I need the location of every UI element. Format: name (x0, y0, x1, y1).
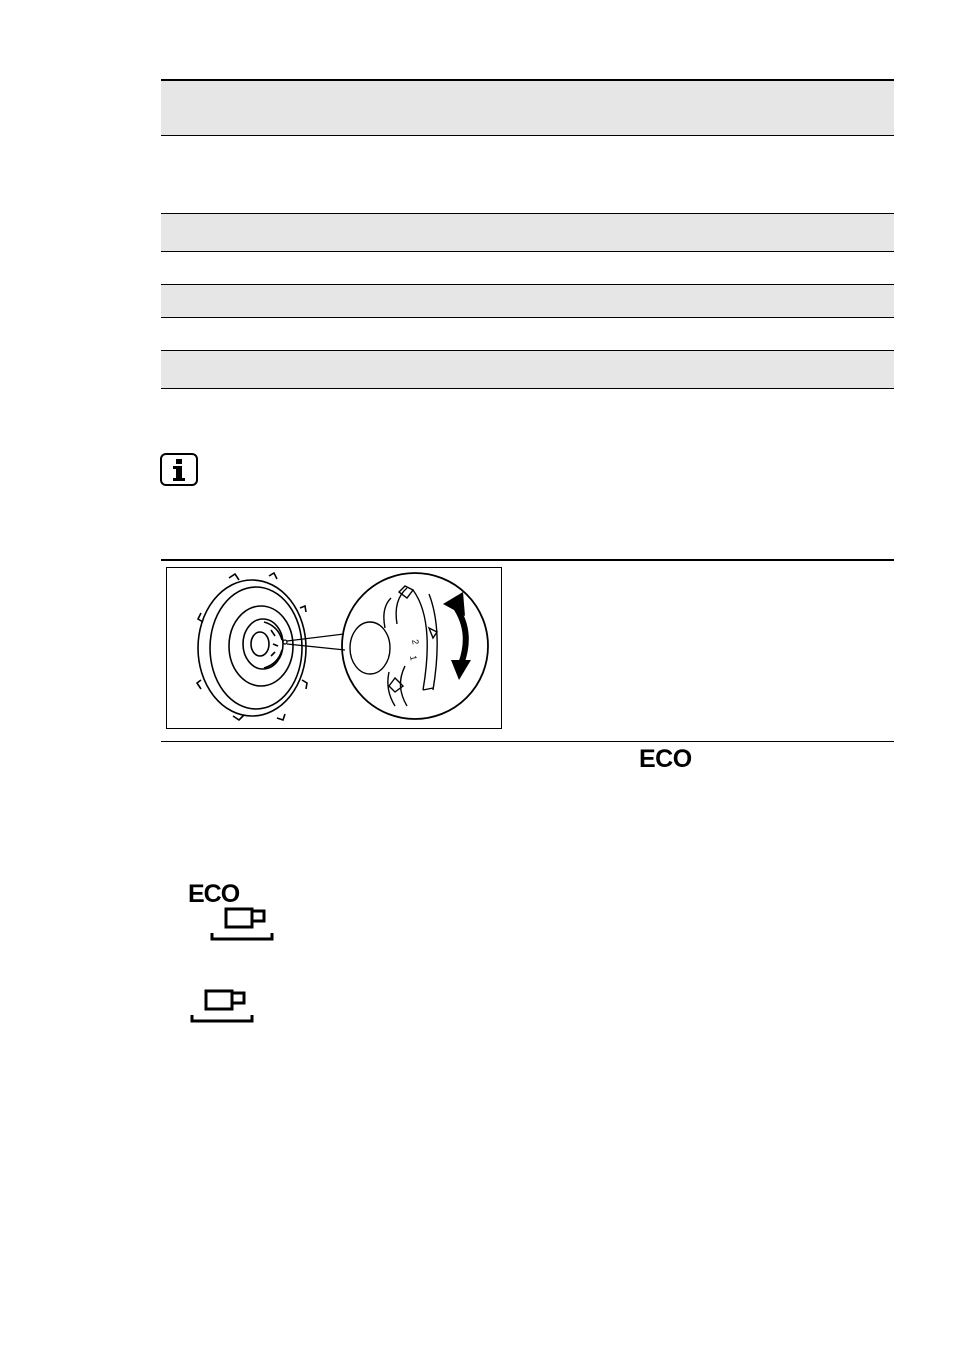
rotate-arrow-icon (443, 592, 471, 680)
dial-mark-1: 1 (408, 654, 419, 662)
section-divider (161, 559, 894, 561)
info-icon (160, 453, 198, 486)
settings-table (161, 79, 894, 389)
table-row (161, 252, 894, 285)
dial-mark-2: 2 (410, 638, 421, 646)
table-row (161, 351, 894, 389)
table-row (161, 79, 894, 136)
table-row (161, 136, 894, 214)
eco-label: ECO (188, 880, 240, 908)
cup-icon (188, 985, 254, 1025)
eco-cup-symbol (186, 880, 278, 946)
table-row (161, 318, 894, 351)
section-divider (161, 741, 894, 742)
table-row (161, 214, 894, 252)
table-row (161, 285, 894, 318)
dispenser-dial-illustration (166, 567, 502, 729)
eco-inline-symbol: ECO (639, 745, 692, 773)
cup-icon (208, 903, 274, 943)
